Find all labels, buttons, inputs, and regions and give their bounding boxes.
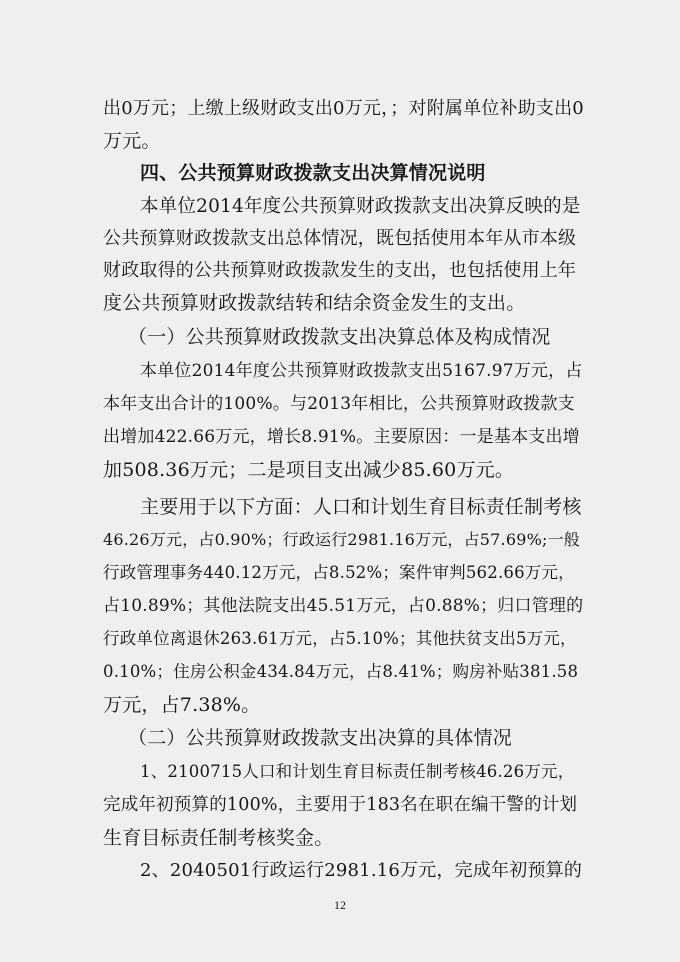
- text-line-13: 主要用于以下方面：人口和计划生育目标责任制考核: [140, 496, 582, 518]
- text-line-19: 万元，占7.38%。: [103, 694, 261, 716]
- text-line-11: 出增加422.66万元，增长8.91%。主要原因：一是基本支出增: [103, 427, 580, 447]
- text-line-22: 完成年初预算的100%，主要用于183名在职在编干警的计划: [103, 795, 578, 815]
- subsection-heading-1: （一）公共预算财政拨款支出决算总体及构成情况: [128, 326, 551, 348]
- text-line-23: 生育目标责任制考核奖金。: [103, 827, 334, 849]
- text-line-10: 本年支出合计的100%。与2013年相比，公共预算财政拨款支: [103, 394, 575, 414]
- text-line-16: 占10.89%；其他法院支出45.51万元，占0.88%；归口管理的: [103, 596, 584, 616]
- text-line-12: 加508.36万元；二是项目支出减少85.60万元。: [103, 459, 515, 481]
- text-line-1: 出0万元；上缴上级财政支出0万元，；对附属单位补助支出0: [103, 98, 584, 119]
- text-line-6: 财政取得的公共预算财政拨款发生的支出，也包括使用上年: [103, 260, 577, 281]
- text-line-9: 本单位2014年度公共预算财政拨款支出5167.97万元，占: [140, 361, 583, 381]
- text-line-5: 公共预算财政拨款支出总体情况，既包括使用本年从市本级: [103, 228, 577, 249]
- text-line-15: 行政管理事务440.12万元，占8.52%；案件审判562.66万元，: [103, 563, 575, 582]
- text-line-2: 万元。: [103, 130, 161, 152]
- text-line-14: 46.26万元，占0.90%；行政运行2981.16万元，占57.69%;一般: [103, 530, 580, 549]
- text-line-18: 0.10%；住房公积金434.84万元，占8.41%；购房补贴381.58: [103, 662, 579, 681]
- text-line-21: 1、2100715人口和计划生育目标责任制考核46.26万元，: [140, 762, 575, 781]
- subsection-heading-2: （二）公共预算财政拨款支出决算的具体情况: [128, 727, 513, 749]
- text-line-7: 度公共预算财政拨款结转和结余资金发生的支出。: [103, 292, 526, 314]
- section-heading-4: 四、公共预算财政拨款支出决算情况说明: [140, 162, 486, 184]
- page-number: 12: [334, 898, 346, 912]
- text-line-4: 本单位2014年度公共预算财政拨款支出决算反映的是: [140, 196, 581, 217]
- text-line-17: 行政单位离退休263.61万元，占5.10%；其他扶贫支出5万元，: [103, 629, 577, 648]
- text-line-24: 2、2040501行政运行2981.16万元，完成年初预算的: [140, 860, 583, 881]
